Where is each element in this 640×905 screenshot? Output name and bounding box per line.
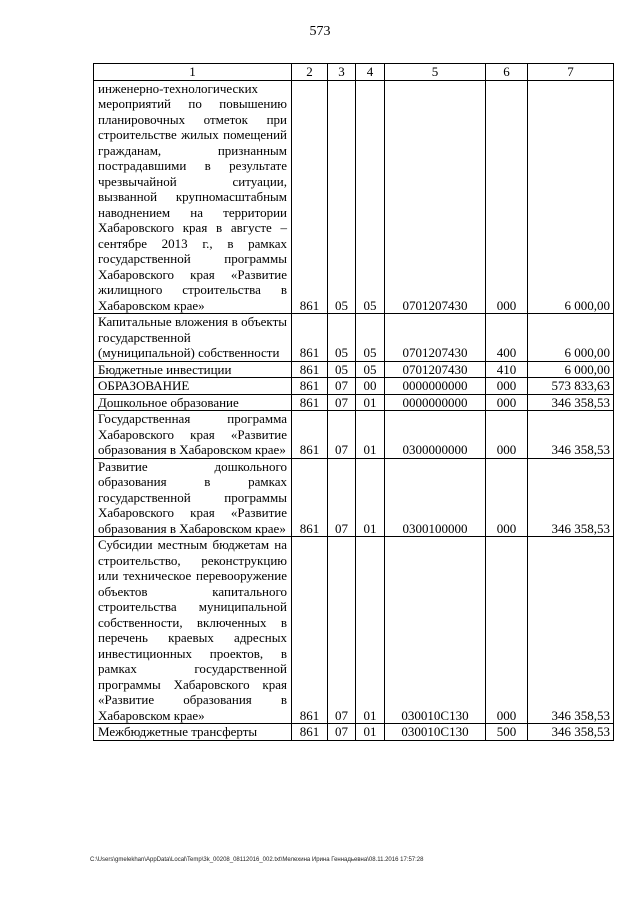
row-amount: 6 000,00 — [528, 80, 614, 314]
row-section-code: 07 — [328, 411, 356, 459]
row-subsection-code: 01 — [356, 394, 385, 411]
row-name: Развитие дошкольного образования в рамках государственной программы Хабаровского края «Развитие образования в Хабаровском крае» — [94, 458, 292, 537]
row-section-code: 07 — [328, 537, 356, 724]
header-cell: 6 — [486, 64, 528, 81]
row-subsection-code: 01 — [356, 458, 385, 537]
row-target-code: 030010С130 — [385, 537, 486, 724]
row-name: инженерно-технологических мероприятий по повышению планировочных отметок при строительстве жилых помещений гражданам, признанным пострадавшими в результате чрезвычайной ситуации, вызванной крупномасштабным наводнением на территории Хабаровского края в августе – сентябре 2013 г., в рамках государственной программы Хабаровского края «Развитие жилищного строительства в Хабаровском крае» — [94, 80, 292, 314]
row-amount: 346 358,53 — [528, 458, 614, 537]
table-row — [94, 724, 614, 741]
row-ministry-code: 861 — [292, 394, 328, 411]
table-row — [94, 314, 614, 362]
row-ministry-code: 861 — [292, 361, 328, 378]
row-subsection-code: 05 — [356, 361, 385, 378]
row-name: Государственная программа Хабаровского края «Развитие образования в Хабаровском крае» — [94, 411, 292, 459]
row-target-code: 0701207430 — [385, 361, 486, 378]
row-amount: 346 358,53 — [528, 537, 614, 724]
row-section-code: 05 — [328, 314, 356, 362]
row-expense-type-code: 500 — [486, 724, 528, 741]
header-cell: 4 — [356, 64, 385, 81]
table-row — [94, 378, 614, 395]
row-section-code: 07 — [328, 724, 356, 741]
table-row — [94, 361, 614, 378]
footer-file-path: C:\Users\gmelekhan\AppData\Local\Temp\3k_00208_08112016_002.txt\Мелехина Ирина Геннадьевна\08.11.2016 17:57:28 — [90, 857, 424, 863]
row-name: Дошкольное образование — [94, 394, 292, 411]
row-section-code: 05 — [328, 361, 356, 378]
row-section-code: 07 — [328, 378, 356, 395]
row-amount: 346 358,53 — [528, 724, 614, 741]
row-target-code: 0000000000 — [385, 394, 486, 411]
row-expense-type-code: 000 — [486, 80, 528, 314]
row-ministry-code: 861 — [292, 537, 328, 724]
row-section-code: 05 — [328, 80, 356, 314]
table-row — [94, 80, 614, 314]
row-subsection-code: 05 — [356, 314, 385, 362]
row-subsection-code: 00 — [356, 378, 385, 395]
row-amount: 573 833,63 — [528, 378, 614, 395]
row-target-code: 0000000000 — [385, 378, 486, 395]
row-name: ОБРАЗОВАНИЕ — [94, 378, 292, 395]
row-name: Капитальные вложения в объекты государственной (муниципальной) собственности — [94, 314, 292, 362]
row-ministry-code: 861 — [292, 80, 328, 314]
page-number: 573 — [309, 24, 331, 39]
row-name: Бюджетные инвестиции — [94, 361, 292, 378]
row-expense-type-code: 410 — [486, 361, 528, 378]
row-subsection-code: 01 — [356, 411, 385, 459]
row-name: Субсидии местным бюджетам на строительство, реконструкцию или техническое перевооружение объектов капитального строительства муниципальной собственности, включенных в перечень краевых адресных инвестиционных проектов, в рамках государственной программы Хабаровского края «Развитие образования в Хабаровском крае» — [94, 537, 292, 724]
row-subsection-code: 05 — [356, 80, 385, 314]
row-expense-type-code: 400 — [486, 314, 528, 362]
row-target-code: 0701207430 — [385, 80, 486, 314]
row-amount: 6 000,00 — [528, 314, 614, 362]
table-row — [94, 411, 614, 459]
table-row — [94, 394, 614, 411]
row-ministry-code: 861 — [292, 724, 328, 741]
row-ministry-code: 861 — [292, 458, 328, 537]
row-amount: 346 358,53 — [528, 411, 614, 459]
row-target-code: 0300000000 — [385, 411, 486, 459]
row-target-code: 0300100000 — [385, 458, 486, 537]
row-name: Межбюджетные трансферты — [94, 724, 292, 741]
row-target-code: 030010С130 — [385, 724, 486, 741]
row-subsection-code: 01 — [356, 724, 385, 741]
header-cell: 1 — [94, 64, 292, 81]
row-target-code: 0701207430 — [385, 314, 486, 362]
table-header-row — [94, 64, 614, 81]
row-amount: 346 358,53 — [528, 394, 614, 411]
budget-table — [93, 63, 614, 741]
header-cell: 2 — [292, 64, 328, 81]
row-expense-type-code: 000 — [486, 394, 528, 411]
row-section-code: 07 — [328, 458, 356, 537]
row-expense-type-code: 000 — [486, 411, 528, 459]
table-row — [94, 458, 614, 537]
row-ministry-code: 861 — [292, 411, 328, 459]
header-cell: 3 — [328, 64, 356, 81]
header-cell: 7 — [528, 64, 614, 81]
row-expense-type-code: 000 — [486, 378, 528, 395]
row-ministry-code: 861 — [292, 314, 328, 362]
table-row — [94, 537, 614, 724]
row-amount: 6 000,00 — [528, 361, 614, 378]
row-expense-type-code: 000 — [486, 537, 528, 724]
row-ministry-code: 861 — [292, 378, 328, 395]
header-cell: 5 — [385, 64, 486, 81]
row-subsection-code: 01 — [356, 537, 385, 724]
row-expense-type-code: 000 — [486, 458, 528, 537]
row-section-code: 07 — [328, 394, 356, 411]
